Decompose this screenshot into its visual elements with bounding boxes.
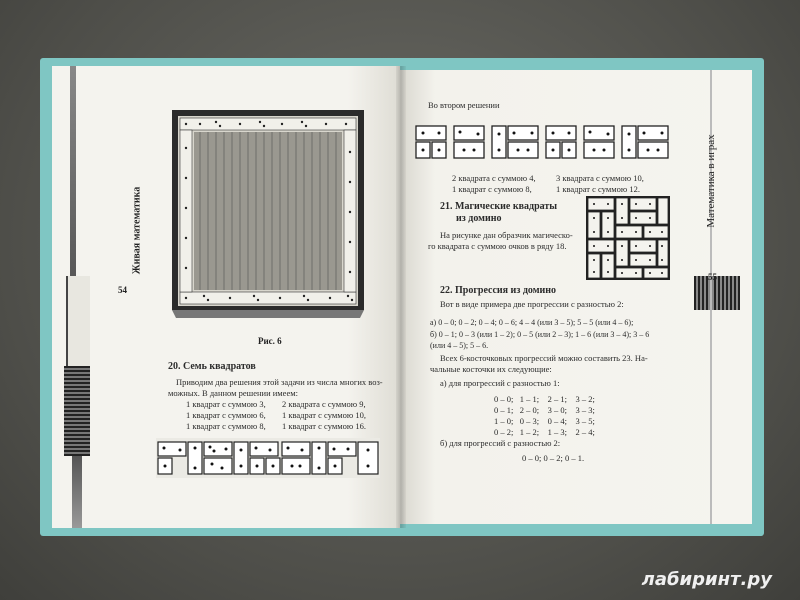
watermark: лабиринт.ру xyxy=(641,569,772,590)
total-line-1: Всех 6-косточковых прогрессий можно составить 23. На- xyxy=(440,353,648,363)
diff1-row-2: 0 – 1; 2 – 0; 3 – 0; 3 – 3; xyxy=(494,405,595,415)
squares-left-2: 1 квадрат с суммою 6, xyxy=(186,410,266,420)
squares-right-3: 1 квадрат с суммою 16. xyxy=(282,421,366,431)
diff2-row: 0 – 0; 0 – 2; 0 – 1. xyxy=(522,453,585,463)
squares-right-1: 2 квадрата с суммою 9, xyxy=(282,399,366,409)
diff1-row-3: 1 – 0; 0 – 3; 0 – 4; 3 – 5; xyxy=(494,416,595,426)
second-left-2: 1 квадрат с суммою 8, xyxy=(452,184,532,194)
section-22-heading: 22. Прогрессия из домино xyxy=(440,285,557,296)
total-line-2: чальные косточки их следующие: xyxy=(430,364,552,374)
diff1-row-4: 0 – 2; 1 – 2; 1 – 3; 2 – 4; xyxy=(494,427,595,437)
progression-a: а) 0 – 0; 0 – 2; 0 – 4; 0 – 6; 4 – 4 (или 3 – 5); 5 – 5 (или 4 – 6); xyxy=(430,318,634,327)
squares-right-2: 1 квадрат с суммою 10, xyxy=(282,410,366,420)
section-21-line-1: На рисунке дан образчик магическо- xyxy=(440,230,573,240)
intro-line-2: можных. В данном решении имеем: xyxy=(168,388,298,398)
second-right-1: 3 квадрата с суммою 10, xyxy=(556,173,644,183)
left-page-number: 54 xyxy=(118,285,127,295)
second-right-2: 1 квадрат с суммою 12. xyxy=(556,184,640,194)
diff2-label: б) для прогрессий с разностью 2: xyxy=(440,438,561,448)
intro-line-1: Приводим два решения этой задачи из числа многих воз- xyxy=(176,377,383,387)
left-running-title: Живая математика xyxy=(131,186,143,275)
squares-left-3: 1 квадрат с суммою 8, xyxy=(186,421,266,431)
section-22-intro: Вот в виде примера две прогрессии с разностью 2: xyxy=(440,299,624,309)
progression-b: б) 0 – 1; 0 – 3 (или 1 – 2); 0 – 5 (или 2 – 3); 1 – 6 (или 3 – 4); 3 – 6 xyxy=(430,330,650,339)
section-21-line-2: го квадрата с суммою очков в ряду 18. xyxy=(428,241,567,251)
section-21-heading-1: 21. Магические квадраты xyxy=(440,201,558,212)
magic-square-figure xyxy=(586,196,670,280)
squares-left-1: 1 квадрат с суммою 3, xyxy=(186,399,266,409)
right-margin-strip xyxy=(692,70,742,524)
figure-domino-square xyxy=(170,108,366,318)
left-margin-strip xyxy=(62,66,92,528)
figure-caption: Рис. 6 xyxy=(258,336,282,346)
right-top-line: Во втором решении xyxy=(428,100,500,110)
diff1-row-1: 0 – 0; 1 – 1; 2 – 1; 3 – 2; xyxy=(494,394,595,404)
right-running-title: Математика в играх xyxy=(705,134,717,228)
diff1-label: а) для прогрессий с разностью 1: xyxy=(440,378,560,388)
progression-b-cont: (или 4 – 5); 5 – 6. xyxy=(430,341,489,350)
domino-row-right xyxy=(414,124,684,160)
right-page-number: 55 xyxy=(708,272,717,282)
second-left-1: 2 квадрата с суммою 4, xyxy=(452,173,536,183)
domino-row-left xyxy=(156,438,380,478)
section-21-heading-2: из домино xyxy=(456,213,502,224)
book-gutter xyxy=(396,66,406,528)
section-20-heading: 20. Семь квадратов xyxy=(168,361,256,372)
